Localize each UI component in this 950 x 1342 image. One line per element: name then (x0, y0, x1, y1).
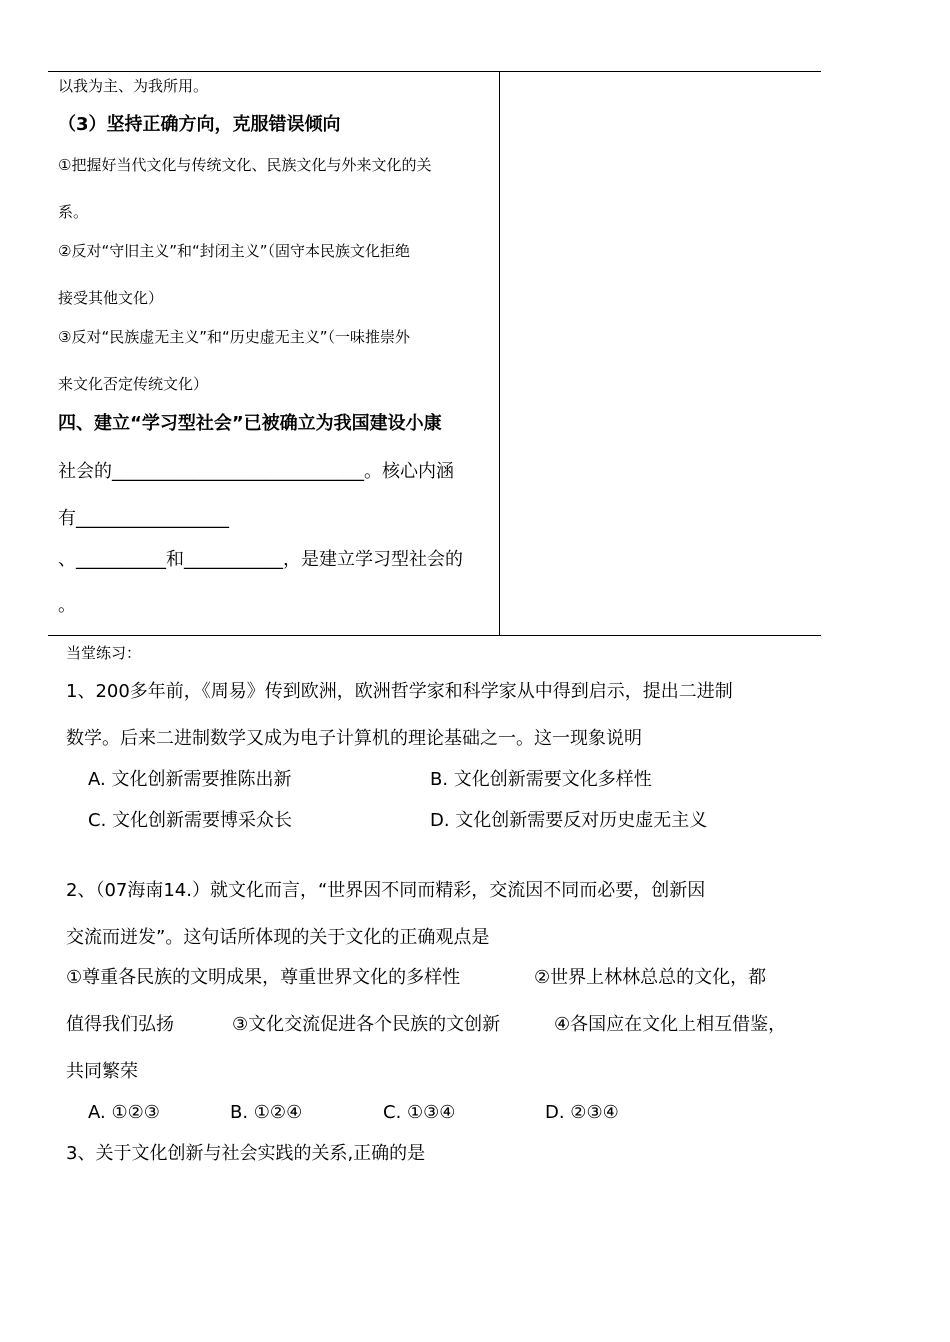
item-1-line-b: 系。 (58, 203, 89, 221)
q2-option-b: B. ①②④ (230, 1102, 303, 1123)
q2-statement-2a: ②世界上林林总总的文化，都 (534, 967, 767, 988)
q3-line-1: 3、关于文化创新与社会实践的关系,正确的是 (66, 1143, 426, 1164)
q2-line-2: 交流而迸发”。这句话所体现的关于文化的正确观点是 (66, 927, 490, 948)
left-cell-line-1: 以我为主、为我所用。 (58, 77, 209, 95)
q1-line-1: 1、200多年前，《周易》传到欧洲，欧洲哲学家和科学家从中得到启示，提出二进制 (66, 681, 733, 702)
q2-line-1: 2、（07海南14.）就文化而言，“世界因不同而精彩，交流因不同而必要，创新因 (66, 880, 706, 901)
q2-statement-3: ③文化交流促进各个民族的文创新 (232, 1014, 501, 1035)
q2-option-c: C. ①③④ (383, 1102, 456, 1123)
section-4-line-5: 。 (58, 595, 76, 616)
section-3-heading: （3）坚持正确方向，克服错误倾向 (58, 114, 341, 135)
q1-option-a: A. 文化创新需要推陈出新 (88, 769, 292, 790)
section-4-line-1: 四、建立“学习型社会”已被确立为我国建设小康 (58, 413, 442, 434)
q2-statement-1: ①尊重各民族的文明成果，尊重世界文化的多样性 (66, 967, 461, 988)
table-top-border (48, 71, 821, 72)
q2-statement-4a: ④各国应在文化上相互借鉴， (554, 1014, 787, 1035)
table-column-divider (499, 71, 500, 635)
item-2-line-a: ②反对“守旧主义”和“封闭主义”（固守本民族文化拒绝 (58, 242, 411, 260)
q1-option-d: D. 文化创新需要反对历史虚无主义 (430, 810, 708, 831)
practice-title: 当堂练习： (66, 644, 142, 662)
item-2-line-b: 接受其他文化） (58, 289, 164, 307)
q1-line-2: 数学。后来二进制数学又成为电子计算机的理论基础之一。这一现象说明 (66, 728, 642, 749)
item-1-line-a: ①把握好当代文化与传统文化、民族文化与外来文化的关 (58, 156, 432, 174)
q2-option-d: D. ②③④ (545, 1102, 619, 1123)
q1-option-c: C. 文化创新需要博采众长 (88, 810, 293, 831)
table-bottom-border (48, 635, 821, 636)
q2-statement-2b: 值得我们弘扬 (66, 1014, 174, 1035)
section-4-line-2: 社会的____________________________。核心内涵 (58, 461, 454, 482)
q2-option-a: A. ①②③ (88, 1102, 160, 1123)
item-3-line-b: 来文化否定传统文化） (58, 375, 209, 393)
q1-option-b: B. 文化创新需要文化多样性 (430, 769, 652, 790)
item-3-line-a: ③反对“民族虚无主义”和“历史虚无主义”（一味推崇外 (58, 328, 411, 346)
section-4-line-4: 、__________和___________，是建立学习型社会的 (58, 549, 463, 570)
q2-statement-4b: 共同繁荣 (66, 1061, 138, 1082)
section-4-line-3: 有_________________ (58, 508, 229, 529)
